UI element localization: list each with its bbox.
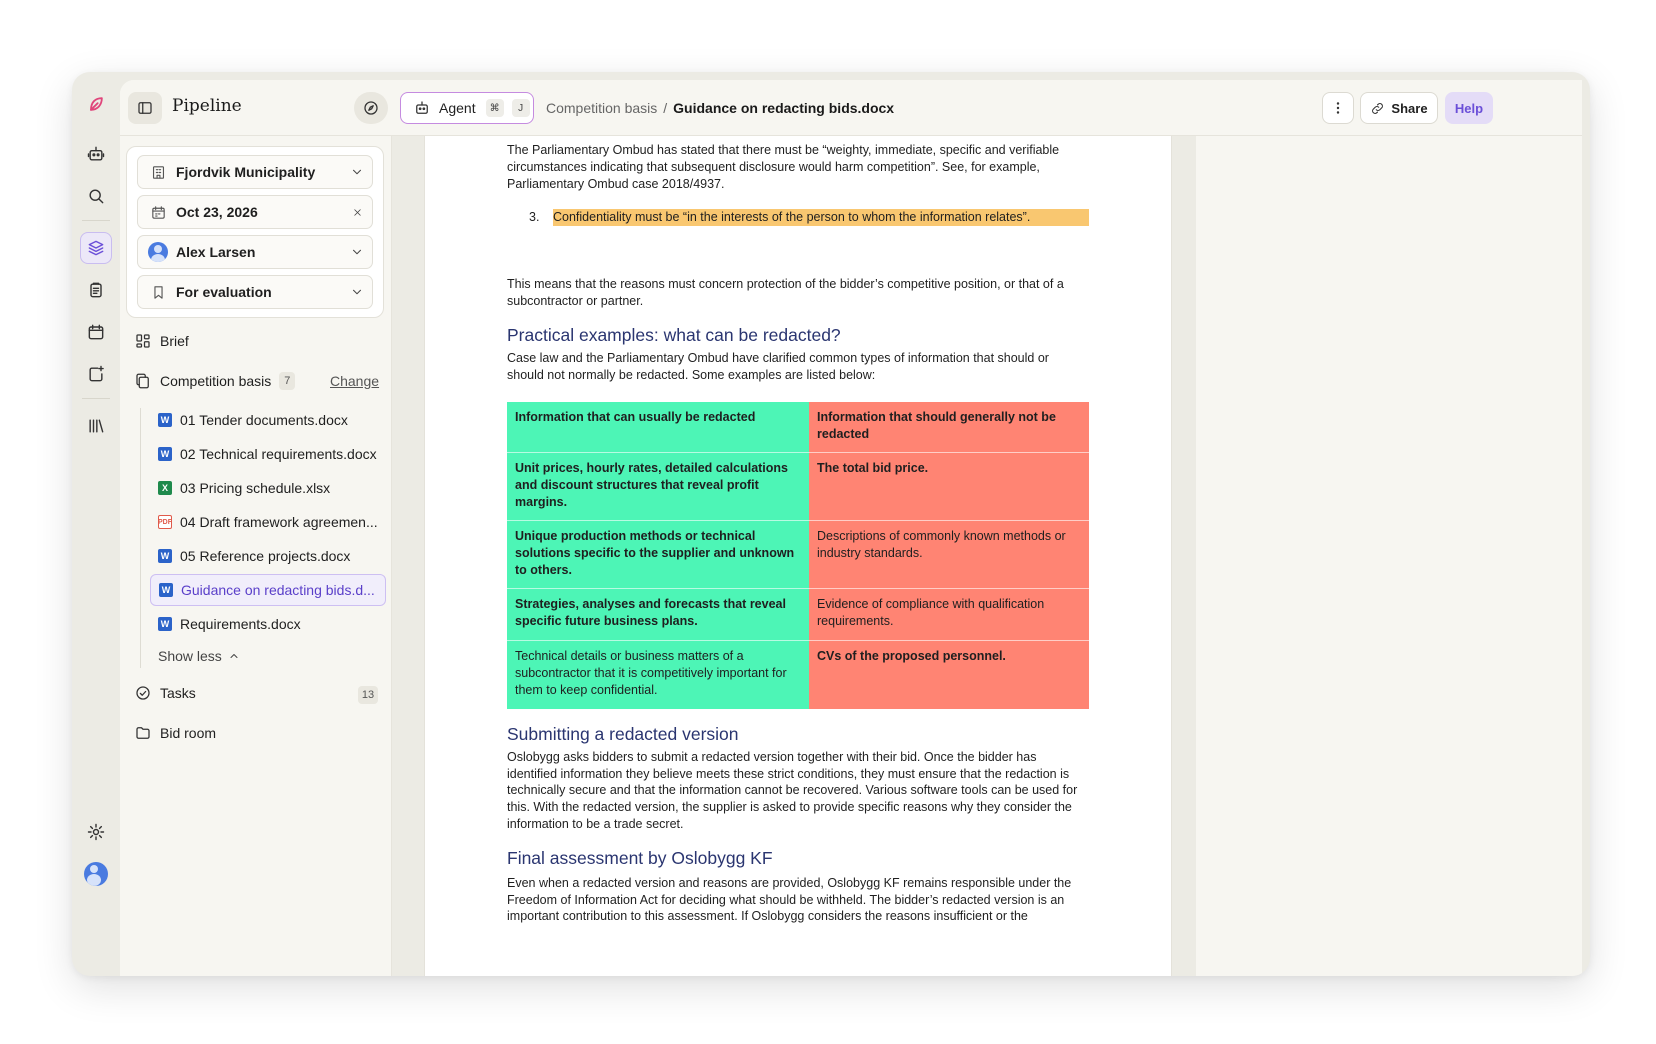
file-item[interactable] bbox=[150, 540, 386, 572]
shortcut-key-j: J bbox=[512, 99, 530, 117]
file-name: Requirements.docx bbox=[180, 616, 301, 632]
word-file-icon: W bbox=[158, 549, 172, 563]
status-select[interactable] bbox=[137, 275, 373, 309]
heading-submitting: Submitting a redacted version bbox=[507, 723, 739, 744]
breadcrumb bbox=[546, 100, 894, 116]
app-frame bbox=[120, 80, 1582, 976]
more-options-button[interactable] bbox=[1322, 92, 1354, 124]
app-window bbox=[72, 72, 1590, 976]
file-name: 05 Reference projects.docx bbox=[180, 548, 351, 564]
sidebar-panel-icon bbox=[136, 99, 154, 117]
share-label: Share bbox=[1391, 100, 1428, 116]
header bbox=[120, 80, 1582, 136]
table-cell: Unique production methods or technical solutions specific to the supplier and unknown to others. bbox=[507, 521, 809, 589]
viewer-gutter-left bbox=[392, 136, 424, 976]
table-row bbox=[507, 589, 1089, 641]
clipboard-icon[interactable] bbox=[80, 274, 112, 306]
clear-date-button[interactable] bbox=[342, 207, 372, 218]
word-file-icon: W bbox=[158, 447, 172, 461]
file-name: 03 Pricing schedule.xlsx bbox=[180, 480, 331, 496]
rail-divider bbox=[82, 398, 110, 399]
file-name: Guidance on redacting bids.d... bbox=[181, 582, 375, 598]
person-value: Alex Larsen bbox=[176, 244, 256, 260]
close-icon bbox=[352, 207, 363, 218]
heading-final-assessment: Final assessment by Oslobygg KF bbox=[507, 847, 773, 868]
nav-competition-basis[interactable] bbox=[134, 372, 295, 390]
sidebar bbox=[120, 136, 392, 976]
competition-count-badge: 7 bbox=[279, 372, 295, 390]
paragraph: This means that the reasons must concern protection of the bidder’s competitive position, or that of a subcontractor or partner. bbox=[507, 277, 1064, 308]
agent-button[interactable] bbox=[400, 92, 534, 124]
file-name: 02 Technical requirements.docx bbox=[180, 446, 377, 462]
nav-competition-basis-label: Competition basis bbox=[160, 373, 272, 389]
documents-icon bbox=[134, 372, 152, 390]
rail-divider bbox=[82, 220, 110, 221]
heading-examples: Practical examples: what can be redacted? bbox=[507, 324, 841, 345]
table-cell: CVs of the proposed personnel. bbox=[809, 641, 1089, 709]
file-name: 04 Draft framework agreemen... bbox=[180, 514, 378, 530]
date-field[interactable] bbox=[137, 195, 373, 229]
organization-select[interactable] bbox=[137, 155, 373, 189]
table-cell: Descriptions of commonly known methods or industry standards. bbox=[809, 521, 1089, 589]
check-circle-icon bbox=[134, 684, 152, 702]
robot-icon[interactable] bbox=[80, 138, 112, 170]
tasks-count-badge: 13 bbox=[358, 686, 378, 704]
file-item[interactable] bbox=[150, 438, 386, 470]
nav-bid-room-label: Bid room bbox=[160, 725, 217, 741]
robot-icon bbox=[413, 99, 431, 117]
chevron-down-icon bbox=[350, 165, 364, 179]
document-page[interactable] bbox=[424, 136, 1172, 976]
table-cell: Strategies, analyses and forecasts that reveal specific future business plans. bbox=[507, 589, 809, 641]
change-link[interactable]: Change bbox=[330, 373, 380, 389]
sidebar-toggle-button[interactable] bbox=[128, 92, 162, 124]
dashboard-icon bbox=[134, 332, 152, 350]
compass-icon bbox=[362, 99, 380, 117]
filter-panel bbox=[126, 146, 384, 318]
paragraph: The Parliamentary Ombud has stated that there must be “weighty, immediate, specific and verifiable circumstances indicating that subsequent disclosure would harm competition”. See, for example, Parliamentary Ombud case 2018/4937. bbox=[507, 143, 1060, 191]
file-item[interactable] bbox=[150, 608, 386, 640]
right-panel bbox=[1196, 136, 1582, 976]
file-name: 01 Tender documents.docx bbox=[180, 412, 348, 428]
new-document-icon[interactable] bbox=[80, 358, 112, 390]
table-row bbox=[507, 453, 1089, 521]
list-item-3 bbox=[529, 209, 1089, 226]
status-value: For evaluation bbox=[176, 284, 272, 300]
file-item-active[interactable] bbox=[150, 574, 386, 606]
pdf-file-icon: PDF bbox=[158, 515, 172, 529]
paragraph: Case law and the Parliamentary Ombud have clarified common types of information that should or should not normally be redacted. Some examples are listed below: bbox=[507, 350, 1049, 382]
show-less-button[interactable] bbox=[158, 648, 240, 664]
list-number: 3. bbox=[529, 210, 540, 225]
search-icon[interactable] bbox=[80, 180, 112, 212]
breadcrumb-separator: / bbox=[663, 100, 668, 116]
calendar-icon bbox=[150, 204, 167, 221]
settings-icon[interactable] bbox=[80, 816, 112, 848]
table-header-right: Information that should generally not be redacted bbox=[809, 402, 1089, 453]
breadcrumb-current: Guidance on redacting bids.docx bbox=[673, 100, 895, 116]
table-cell: Technical details or business matters of a subcontractor that it is competitively important for them to keep confidential. bbox=[507, 641, 809, 709]
paragraph: Even when a redacted version and reasons are provided, Oslobygg KF remains responsible under the Freedom of Information Act for deciding what should be withheld. The bidder’s redacted version is an important contribution to this assessment. If Oslobygg considers the reasons insufficient or the bbox=[507, 875, 1072, 924]
calendar-icon[interactable] bbox=[80, 316, 112, 348]
table-cell: Unit prices, hourly rates, detailed calculations and discount structures that reveal profit margins. bbox=[507, 453, 809, 521]
highlighted-text[interactable]: Confidentiality must be “in the interests of the person to whom the information relates”. bbox=[553, 209, 1089, 226]
viewer-gutter-right bbox=[1172, 136, 1196, 976]
table-row bbox=[507, 521, 1089, 589]
nav-brief[interactable] bbox=[134, 332, 189, 350]
nav-tasks[interactable] bbox=[134, 684, 196, 702]
icon-rail bbox=[72, 72, 120, 976]
excel-file-icon: X bbox=[158, 481, 172, 495]
word-file-icon: W bbox=[158, 617, 172, 631]
app-title: Pipeline bbox=[172, 96, 242, 116]
word-file-icon: W bbox=[159, 583, 173, 597]
file-item[interactable] bbox=[150, 472, 386, 504]
redaction-table bbox=[507, 401, 1089, 709]
table-header-row bbox=[507, 402, 1089, 453]
chevron-down-icon bbox=[350, 285, 364, 299]
chevron-down-icon bbox=[350, 245, 364, 259]
nav-bid-room[interactable] bbox=[134, 724, 216, 742]
help-button[interactable]: Help bbox=[1445, 92, 1493, 124]
nav-tasks-label: Tasks bbox=[160, 685, 196, 701]
person-select[interactable] bbox=[137, 235, 373, 269]
agent-label: Agent bbox=[439, 100, 476, 116]
layers-icon[interactable] bbox=[80, 232, 112, 264]
nav-brief-label: Brief bbox=[160, 333, 189, 349]
show-less-label: Show less bbox=[158, 648, 222, 664]
table-header-left: Information that can usually be redacted bbox=[507, 402, 809, 453]
tree-line bbox=[140, 408, 141, 668]
file-item[interactable] bbox=[150, 404, 386, 436]
document-content bbox=[507, 142, 1089, 925]
logo-icon[interactable] bbox=[80, 88, 112, 120]
explore-button[interactable] bbox=[354, 92, 388, 124]
more-vertical-icon bbox=[1329, 99, 1347, 117]
table-row bbox=[507, 641, 1089, 709]
library-icon[interactable] bbox=[80, 410, 112, 442]
date-value: Oct 23, 2026 bbox=[176, 204, 258, 220]
paragraph: Oslobygg asks bidders to submit a redacted version together with their bid. Once the bidder has identified information they believe meets these strict conditions, they must ensure that the redaction is technically secure and that the information cannot be recovered. Various software tools can be used for this. With the redacted version, the supplier is asked to provide specific reasons why they consider the information to be a trade secret. bbox=[507, 749, 1078, 832]
share-button[interactable] bbox=[1360, 92, 1438, 124]
link-icon bbox=[1370, 101, 1385, 116]
chevron-up-icon bbox=[228, 650, 240, 662]
table-cell: The total bid price. bbox=[809, 453, 1089, 521]
shortcut-key-cmd: ⌘ bbox=[486, 99, 504, 117]
building-icon bbox=[150, 164, 167, 181]
document-viewer[interactable] bbox=[392, 136, 1582, 976]
table-cell: Evidence of compliance with qualification requirements. bbox=[809, 589, 1089, 641]
breadcrumb-parent[interactable]: Competition basis bbox=[546, 100, 658, 116]
user-avatar[interactable] bbox=[80, 858, 112, 890]
folder-icon bbox=[134, 724, 152, 742]
person-avatar bbox=[148, 242, 168, 262]
bookmark-icon bbox=[150, 284, 167, 301]
organization-value: Fjordvik Municipality bbox=[176, 164, 316, 180]
file-item[interactable] bbox=[150, 506, 386, 538]
word-file-icon: W bbox=[158, 413, 172, 427]
